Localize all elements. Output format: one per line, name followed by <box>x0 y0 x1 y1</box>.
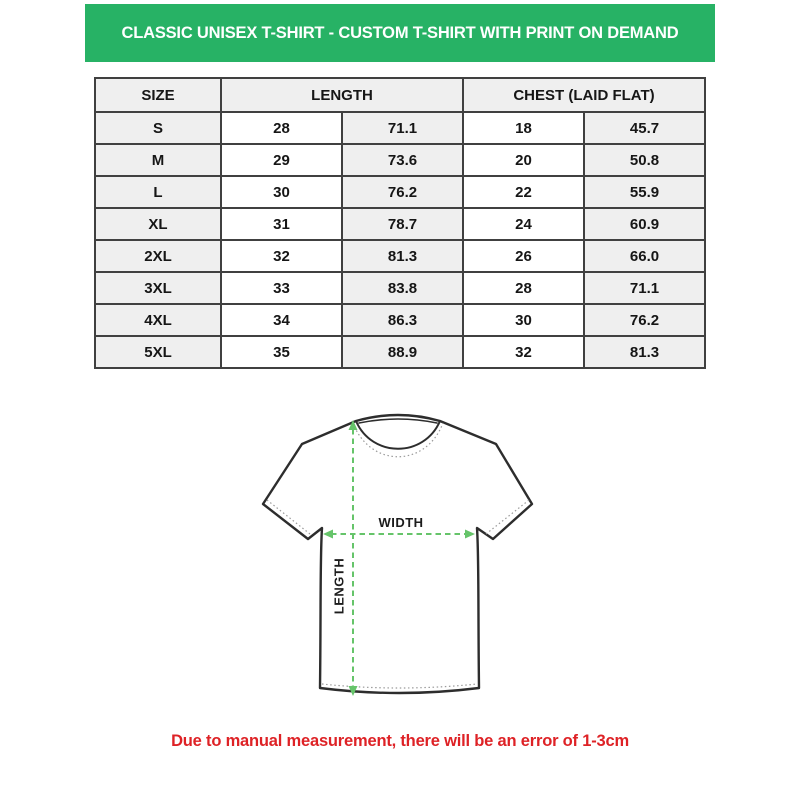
size-cell: S <box>95 112 221 144</box>
table-row <box>95 272 705 304</box>
length-in-cell: 34 <box>221 304 342 336</box>
size-cell: 2XL <box>95 240 221 272</box>
chest-cm-cell: 60.9 <box>584 208 705 240</box>
size-cell: L <box>95 176 221 208</box>
chest-cm-cell: 50.8 <box>584 144 705 176</box>
length-cm-cell: 73.6 <box>342 144 463 176</box>
size-cell: M <box>95 144 221 176</box>
chest-in-cell: 32 <box>463 336 584 368</box>
chest-cm-cell: 66.0 <box>584 240 705 272</box>
table-row <box>95 144 705 176</box>
chest-in-cell: 28 <box>463 272 584 304</box>
table-header-row <box>95 78 705 112</box>
chest-in-cell: 20 <box>463 144 584 176</box>
chest-in-cell: 30 <box>463 304 584 336</box>
size-cell: 3XL <box>95 272 221 304</box>
table-row <box>95 112 705 144</box>
width-label: WIDTH <box>378 515 424 530</box>
table-row <box>95 304 705 336</box>
length-in-cell: 30 <box>221 176 342 208</box>
table-row <box>95 176 705 208</box>
header-length: LENGTH <box>221 78 463 112</box>
header-chest: CHEST (LAID FLAT) <box>463 78 705 112</box>
size-cell: 5XL <box>95 336 221 368</box>
length-in-cell: 29 <box>221 144 342 176</box>
length-in-cell: 32 <box>221 240 342 272</box>
table-row <box>95 240 705 272</box>
chest-cm-cell: 55.9 <box>584 176 705 208</box>
title-banner <box>85 4 715 62</box>
chest-in-cell: 26 <box>463 240 584 272</box>
measurement-disclaimer: Due to manual measurement, there will be an error of 1-3cm <box>171 732 629 750</box>
chest-in-cell: 22 <box>463 176 584 208</box>
length-label: LENGTH <box>331 557 347 615</box>
length-in-cell: 28 <box>221 112 342 144</box>
table-row <box>95 336 705 368</box>
tshirt-measurement-diagram <box>240 396 560 716</box>
header-size: SIZE <box>95 78 221 112</box>
length-cm-cell: 83.8 <box>342 272 463 304</box>
chest-cm-cell: 81.3 <box>584 336 705 368</box>
length-in-cell: 31 <box>221 208 342 240</box>
size-cell: 4XL <box>95 304 221 336</box>
length-in-cell: 33 <box>221 272 342 304</box>
chest-in-cell: 24 <box>463 208 584 240</box>
length-cm-cell: 88.9 <box>342 336 463 368</box>
tshirt-outline <box>263 415 532 693</box>
length-cm-cell: 81.3 <box>342 240 463 272</box>
table-row <box>95 208 705 240</box>
length-cm-cell: 78.7 <box>342 208 463 240</box>
length-cm-cell: 86.3 <box>342 304 463 336</box>
length-cm-cell: 71.1 <box>342 112 463 144</box>
size-table <box>94 77 706 369</box>
page-title: CLASSIC UNISEX T-SHIRT - CUSTOM T-SHIRT WITH PRINT ON DEMAND <box>121 23 679 42</box>
chest-in-cell: 18 <box>463 112 584 144</box>
chest-cm-cell: 45.7 <box>584 112 705 144</box>
chest-cm-cell: 76.2 <box>584 304 705 336</box>
size-cell: XL <box>95 208 221 240</box>
chest-cm-cell: 71.1 <box>584 272 705 304</box>
length-in-cell: 35 <box>221 336 342 368</box>
length-cm-cell: 76.2 <box>342 176 463 208</box>
